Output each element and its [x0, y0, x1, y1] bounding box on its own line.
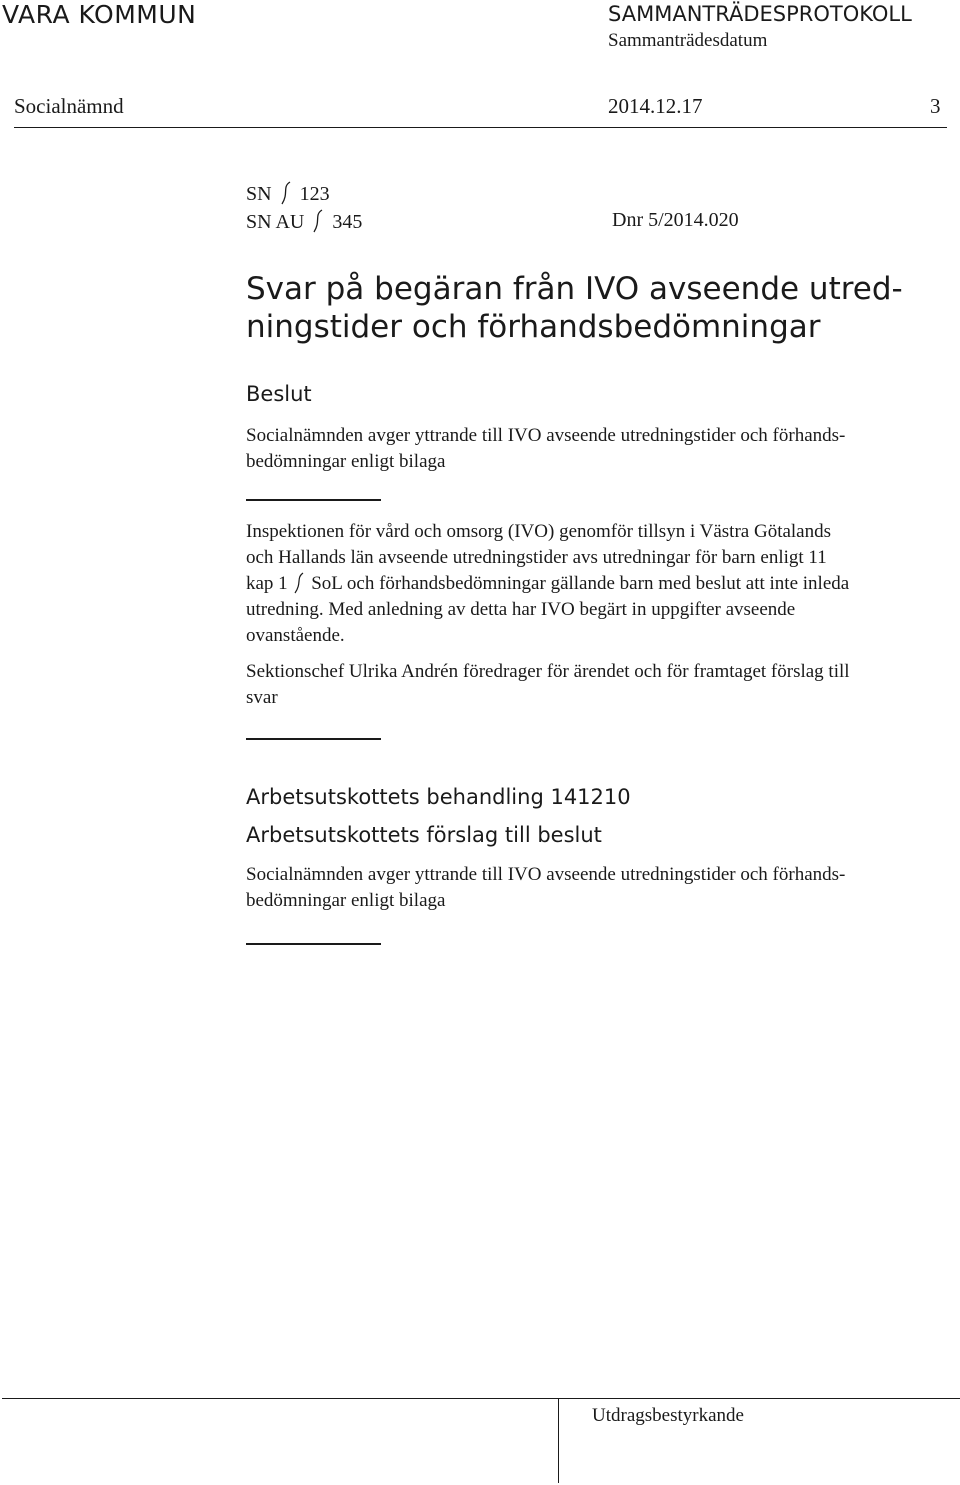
background-line-3	[246, 571, 946, 597]
background-line-2: och Hallands län avseende utredningstider avs utredningar för barn enligt 11	[246, 547, 827, 568]
page-number: 3	[930, 94, 941, 118]
au-treatment-heading: Arbetsutskottets behandling 141210	[246, 785, 631, 809]
separator-line	[246, 943, 381, 945]
presenter-line-2: svar	[246, 687, 278, 708]
header-divider	[14, 127, 947, 128]
separator-line	[246, 499, 381, 501]
sn-number: 123	[299, 183, 330, 205]
au-proposal-line-2: bedömningar enligt bilaga	[246, 890, 446, 911]
background-line-4: utredning. Med anledning av detta har IVO begärt in uppgifter avseende	[246, 599, 796, 620]
title-line-1: Svar på begäran från IVO avseende utred-	[246, 271, 903, 307]
decision-line-2: bedömningar enligt bilaga	[246, 451, 446, 472]
presenter-line-1: Sektionschef Ulrika Andrén föredrager för ärendet och för framtaget förslag till	[246, 661, 850, 682]
snau-label: SN AU	[246, 211, 305, 233]
sn-label: SN	[246, 183, 272, 205]
au-proposal-heading: Arbetsutskottets förslag till beslut	[246, 823, 602, 847]
chapter-ref: kap 1	[246, 573, 288, 594]
meeting-date: 2014.12.17	[608, 94, 703, 118]
separator-line	[246, 738, 381, 740]
snau-number: 345	[332, 211, 363, 233]
background-line-1: Inspektionen för vård och omsorg (IVO) genomför tillsyn i Västra Götalands	[246, 521, 832, 542]
background-text	[246, 519, 946, 649]
document-type: SAMMANTRÄDESPROTOKOLL	[608, 2, 912, 26]
section-sign-icon	[279, 181, 293, 205]
decision-line-1: Socialnämnden avger yttrande till IVO avseende utredningstider och förhands-	[246, 425, 846, 446]
au-proposal-line-1: Socialnämnden avger yttrande till IVO avseende utredningstider och förhands-	[246, 864, 846, 885]
decision-text	[246, 423, 946, 475]
organization-name: VARA KOMMUN	[2, 0, 197, 29]
footer-signature-divider	[558, 1398, 559, 1483]
law-ref-text: SoL och förhandsbedömningar gällande barn med beslut att inte inleda	[311, 573, 850, 594]
presenter-text	[246, 659, 946, 711]
decision-heading: Beslut	[246, 382, 312, 406]
certification-label: Utdragsbestyrkande	[592, 1405, 744, 1426]
background-line-5: ovanstående.	[246, 625, 345, 646]
snau-reference	[246, 209, 362, 234]
sn-reference	[246, 181, 330, 206]
au-proposal-text	[246, 862, 946, 914]
footer-divider	[2, 1398, 960, 1399]
diary-number: Dnr 5/2014.020	[612, 209, 739, 231]
section-sign-icon	[293, 572, 305, 594]
page-title	[246, 270, 946, 346]
title-line-2: ningstider och förhandsbedömningar	[246, 309, 821, 345]
meeting-date-label: Sammanträdesdatum	[608, 30, 768, 51]
section-sign-icon	[311, 209, 325, 233]
committee-name: Socialnämnd	[14, 94, 124, 118]
